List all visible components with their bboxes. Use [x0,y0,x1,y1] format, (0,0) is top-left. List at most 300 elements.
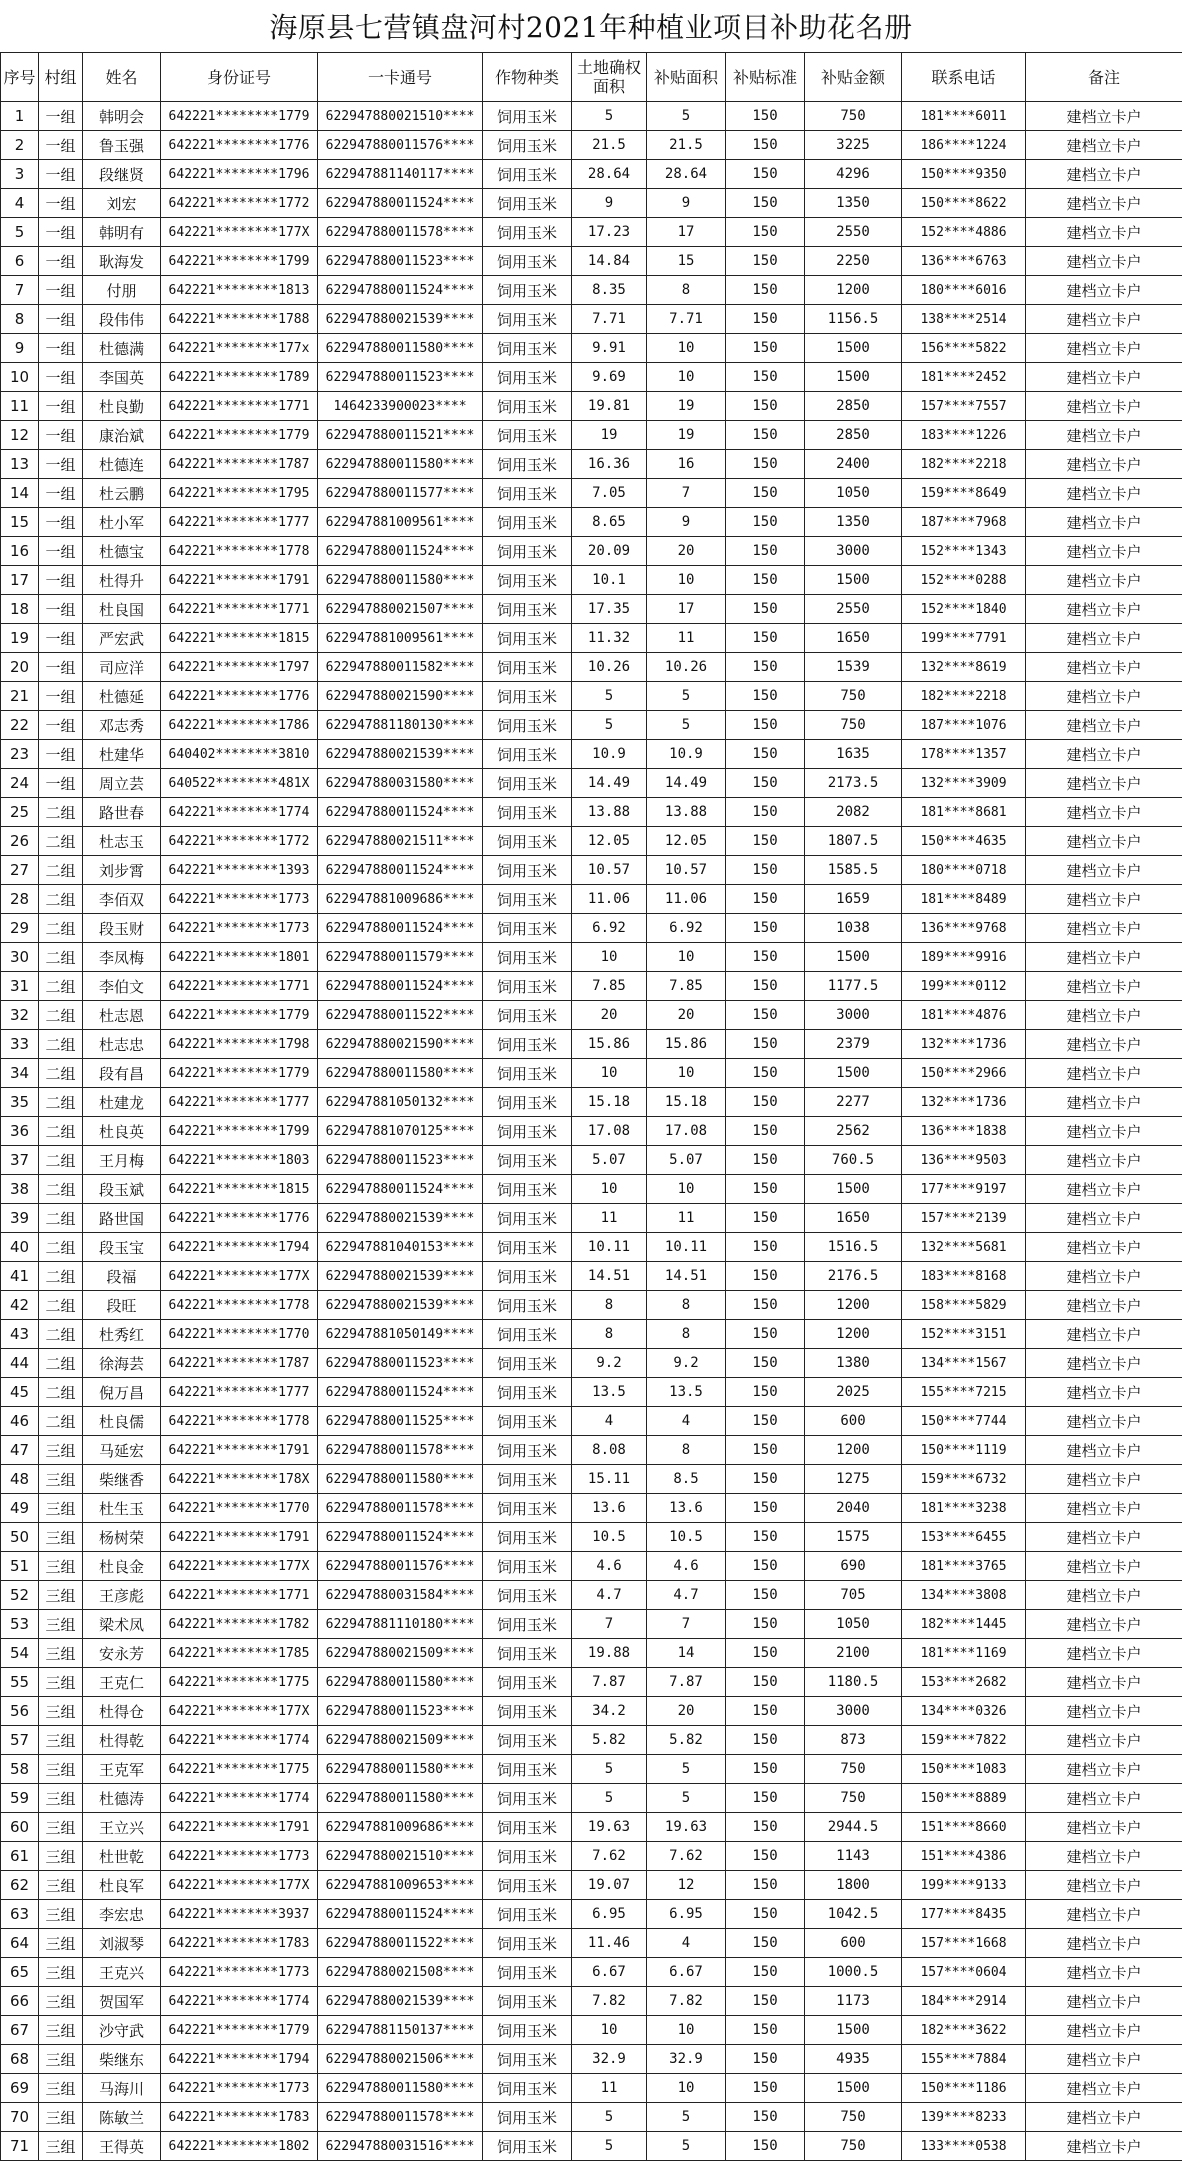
row-remark-cell: 建档立卡户 [1026,1291,1182,1320]
row-land-area-cell: 5.07 [572,1146,647,1175]
row-subsidy-amount-cell: 1575 [805,1523,902,1552]
row-remark-cell: 建档立卡户 [1026,1610,1182,1639]
row-card-number-cell: 622947881110180**** [318,1610,483,1639]
row-land-area-cell: 10.57 [572,856,647,885]
row-phone-cell: 157****0604 [902,1958,1026,1987]
row-index-cell: 31 [1,972,39,1001]
row-subsidy-area-cell: 11 [647,1204,726,1233]
row-name-cell: 徐海芸 [83,1349,161,1378]
row-subsidy-rate-cell: 150 [726,1088,805,1117]
row-remark-cell: 建档立卡户 [1026,1204,1182,1233]
row-name-cell: 安永芳 [83,1639,161,1668]
row-group-cell: 三组 [39,1900,83,1929]
table-row [1,827,1182,856]
row-card-number-cell: 1464233900023**** [318,392,483,421]
row-phone-cell: 181****6011 [902,102,1026,131]
row-subsidy-area-cell: 4.7 [647,1581,726,1610]
row-id-number-cell: 642221********1772 [161,189,318,218]
row-phone-cell: 132****8619 [902,653,1026,682]
row-card-number-cell: 622947880031584**** [318,1581,483,1610]
row-crop-type-cell: 饲用玉米 [483,1465,572,1494]
row-index-cell: 30 [1,943,39,972]
row-index-cell: 32 [1,1001,39,1030]
table-row [1,1175,1182,1204]
row-subsidy-rate-cell: 150 [726,1204,805,1233]
row-land-area-cell: 11.46 [572,1929,647,1958]
row-remark-cell: 建档立卡户 [1026,2103,1182,2132]
row-subsidy-rate-cell: 150 [726,595,805,624]
row-subsidy-area-cell: 20 [647,1697,726,1726]
row-subsidy-amount-cell: 2250 [805,247,902,276]
row-group-cell: 一组 [39,421,83,450]
row-phone-cell: 157****2139 [902,1204,1026,1233]
row-card-number-cell: 622947880031580**** [318,769,483,798]
row-crop-type-cell: 饲用玉米 [483,2045,572,2074]
row-id-number-cell: 642221********1775 [161,1668,318,1697]
row-subsidy-rate-cell: 150 [726,566,805,595]
row-remark-cell: 建档立卡户 [1026,1726,1182,1755]
row-group-cell: 一组 [39,363,83,392]
row-land-area-cell: 11 [572,2074,647,2103]
row-name-cell: 杜德满 [83,334,161,363]
row-name-cell: 刘宏 [83,189,161,218]
row-subsidy-area-cell: 6.95 [647,1900,726,1929]
row-land-area-cell: 11.06 [572,885,647,914]
row-subsidy-rate-cell: 150 [726,1494,805,1523]
row-subsidy-area-cell: 15 [647,247,726,276]
row-index-cell: 21 [1,682,39,711]
row-card-number-cell: 622947880011580**** [318,1059,483,1088]
row-name-cell: 路世春 [83,798,161,827]
table-row [1,566,1182,595]
row-subsidy-amount-cell: 1500 [805,943,902,972]
row-subsidy-amount-cell: 1500 [805,1175,902,1204]
row-id-number-cell: 642221********1796 [161,160,318,189]
row-name-cell: 柴继东 [83,2045,161,2074]
row-group-cell: 二组 [39,1407,83,1436]
row-name-cell: 段玉财 [83,914,161,943]
header-cell-remark: 备注 [1026,53,1182,102]
row-crop-type-cell: 饲用玉米 [483,2132,572,2161]
row-card-number-cell: 622947881009686**** [318,885,483,914]
row-remark-cell: 建档立卡户 [1026,1436,1182,1465]
row-name-cell: 刘步霄 [83,856,161,885]
row-phone-cell: 153****2682 [902,1668,1026,1697]
row-remark-cell: 建档立卡户 [1026,1581,1182,1610]
row-card-number-cell: 622947881070125**** [318,1117,483,1146]
row-phone-cell: 159****7822 [902,1726,1026,1755]
row-crop-type-cell: 饲用玉米 [483,247,572,276]
row-group-cell: 二组 [39,1320,83,1349]
row-phone-cell: 150****8889 [902,1784,1026,1813]
row-subsidy-amount-cell: 3000 [805,1001,902,1030]
row-subsidy-area-cell: 8.5 [647,1465,726,1494]
row-id-number-cell: 642221********1791 [161,1436,318,1465]
row-subsidy-amount-cell: 1650 [805,624,902,653]
row-phone-cell: 152****4886 [902,218,1026,247]
row-group-cell: 一组 [39,653,83,682]
row-crop-type-cell: 饲用玉米 [483,189,572,218]
row-group-cell: 三组 [39,1755,83,1784]
row-index-cell: 2 [1,131,39,160]
row-subsidy-area-cell: 17 [647,218,726,247]
row-subsidy-rate-cell: 150 [726,798,805,827]
row-group-cell: 三组 [39,1697,83,1726]
row-land-area-cell: 6.95 [572,1900,647,1929]
table-row [1,1523,1182,1552]
row-subsidy-area-cell: 10 [647,2016,726,2045]
row-subsidy-amount-cell: 760.5 [805,1146,902,1175]
row-crop-type-cell: 饲用玉米 [483,740,572,769]
row-index-cell: 46 [1,1407,39,1436]
row-index-cell: 40 [1,1233,39,1262]
row-remark-cell: 建档立卡户 [1026,1407,1182,1436]
row-group-cell: 二组 [39,1088,83,1117]
row-phone-cell: 132****1736 [902,1088,1026,1117]
row-land-area-cell: 9.69 [572,363,647,392]
row-index-cell: 22 [1,711,39,740]
row-subsidy-area-cell: 10.57 [647,856,726,885]
row-group-cell: 三组 [39,1639,83,1668]
table-row [1,1639,1182,1668]
row-subsidy-amount-cell: 2850 [805,421,902,450]
row-land-area-cell: 15.86 [572,1030,647,1059]
row-crop-type-cell: 饲用玉米 [483,1813,572,1842]
row-subsidy-rate-cell: 150 [726,1349,805,1378]
row-phone-cell: 189****9916 [902,943,1026,972]
row-card-number-cell: 622947880011524**** [318,798,483,827]
row-subsidy-area-cell: 8 [647,276,726,305]
table-row [1,885,1182,914]
row-id-number-cell: 642221********1773 [161,914,318,943]
row-phone-cell: 150****1119 [902,1436,1026,1465]
row-subsidy-amount-cell: 1650 [805,1204,902,1233]
row-id-number-cell: 642221********1799 [161,1117,318,1146]
row-land-area-cell: 10.5 [572,1523,647,1552]
row-remark-cell: 建档立卡户 [1026,1958,1182,1987]
row-card-number-cell: 622947880011523**** [318,1349,483,1378]
row-subsidy-amount-cell: 705 [805,1581,902,1610]
row-subsidy-area-cell: 10 [647,334,726,363]
row-crop-type-cell: 饲用玉米 [483,1146,572,1175]
row-crop-type-cell: 饲用玉米 [483,1552,572,1581]
row-subsidy-amount-cell: 1516.5 [805,1233,902,1262]
row-phone-cell: 139****8233 [902,2103,1026,2132]
table-row [1,2103,1182,2132]
row-subsidy-rate-cell: 150 [726,1929,805,1958]
row-subsidy-rate-cell: 150 [726,624,805,653]
row-subsidy-area-cell: 4.6 [647,1552,726,1581]
row-subsidy-rate-cell: 150 [726,1291,805,1320]
row-remark-cell: 建档立卡户 [1026,972,1182,1001]
row-subsidy-amount-cell: 873 [805,1726,902,1755]
row-remark-cell: 建档立卡户 [1026,1001,1182,1030]
row-subsidy-area-cell: 6.92 [647,914,726,943]
table-row [1,914,1182,943]
row-remark-cell: 建档立卡户 [1026,1030,1182,1059]
row-crop-type-cell: 饲用玉米 [483,1030,572,1059]
row-subsidy-amount-cell: 1050 [805,479,902,508]
row-subsidy-area-cell: 7.85 [647,972,726,1001]
row-id-number-cell: 642221********1788 [161,305,318,334]
row-remark-cell: 建档立卡户 [1026,1494,1182,1523]
row-phone-cell: 132****3909 [902,769,1026,798]
row-land-area-cell: 10 [572,1059,647,1088]
row-subsidy-area-cell: 5.82 [647,1726,726,1755]
row-name-cell: 杜德延 [83,682,161,711]
row-index-cell: 11 [1,392,39,421]
row-group-cell: 一组 [39,247,83,276]
row-phone-cell: 136****9503 [902,1146,1026,1175]
row-crop-type-cell: 饲用玉米 [483,508,572,537]
row-land-area-cell: 7.85 [572,972,647,1001]
row-card-number-cell: 622947880011521**** [318,421,483,450]
row-land-area-cell: 10 [572,2016,647,2045]
row-subsidy-area-cell: 10.5 [647,1523,726,1552]
table-row [1,798,1182,827]
row-remark-cell: 建档立卡户 [1026,305,1182,334]
row-phone-cell: 187****1076 [902,711,1026,740]
row-subsidy-area-cell: 5.07 [647,1146,726,1175]
row-land-area-cell: 19.81 [572,392,647,421]
row-crop-type-cell: 饲用玉米 [483,711,572,740]
row-index-cell: 25 [1,798,39,827]
row-remark-cell: 建档立卡户 [1026,1929,1182,1958]
table-row [1,1784,1182,1813]
row-phone-cell: 150****8622 [902,189,1026,218]
row-crop-type-cell: 饲用玉米 [483,1668,572,1697]
row-card-number-cell: 622947881180130**** [318,711,483,740]
row-subsidy-area-cell: 20 [647,1001,726,1030]
row-name-cell: 李佰双 [83,885,161,914]
row-group-cell: 二组 [39,856,83,885]
row-name-cell: 王克仁 [83,1668,161,1697]
row-crop-type-cell: 饲用玉米 [483,1407,572,1436]
row-subsidy-amount-cell: 2173.5 [805,769,902,798]
row-id-number-cell: 642221********1787 [161,1349,318,1378]
row-remark-cell: 建档立卡户 [1026,740,1182,769]
table-row [1,421,1182,450]
row-subsidy-area-cell: 19 [647,392,726,421]
row-crop-type-cell: 饲用玉米 [483,305,572,334]
row-phone-cell: 186****1224 [902,131,1026,160]
row-subsidy-rate-cell: 150 [726,1378,805,1407]
row-subsidy-area-cell: 7.87 [647,1668,726,1697]
row-crop-type-cell: 饲用玉米 [483,1349,572,1378]
row-index-cell: 55 [1,1668,39,1697]
row-subsidy-area-cell: 7.71 [647,305,726,334]
row-land-area-cell: 21.5 [572,131,647,160]
row-group-cell: 三组 [39,1436,83,1465]
row-id-number-cell: 642221********1787 [161,450,318,479]
row-id-number-cell: 642221********177X [161,1697,318,1726]
row-index-cell: 62 [1,1871,39,1900]
row-crop-type-cell: 饲用玉米 [483,1987,572,2016]
row-subsidy-area-cell: 8 [647,1291,726,1320]
row-card-number-cell: 622947880011524**** [318,914,483,943]
row-id-number-cell: 642221********1802 [161,2132,318,2161]
row-remark-cell: 建档立卡户 [1026,102,1182,131]
row-land-area-cell: 14.51 [572,1262,647,1291]
row-land-area-cell: 10.11 [572,1233,647,1262]
row-remark-cell: 建档立卡户 [1026,1378,1182,1407]
header-cell-group: 村组 [39,53,83,102]
row-subsidy-area-cell: 10.11 [647,1233,726,1262]
row-land-area-cell: 20.09 [572,537,647,566]
row-group-cell: 三组 [39,1813,83,1842]
table-row [1,160,1182,189]
row-group-cell: 二组 [39,798,83,827]
table-row [1,1697,1182,1726]
row-phone-cell: 150****9350 [902,160,1026,189]
row-phone-cell: 177****8435 [902,1900,1026,1929]
row-card-number-cell: 622947880011522**** [318,1001,483,1030]
row-name-cell: 付朋 [83,276,161,305]
row-subsidy-area-cell: 20 [647,537,726,566]
row-subsidy-area-cell: 5 [647,102,726,131]
row-remark-cell: 建档立卡户 [1026,247,1182,276]
row-id-number-cell: 642221********1803 [161,1146,318,1175]
row-subsidy-rate-cell: 150 [726,1813,805,1842]
row-card-number-cell: 622947881009561**** [318,624,483,653]
table-row [1,508,1182,537]
row-land-area-cell: 8.65 [572,508,647,537]
row-phone-cell: 153****6455 [902,1523,1026,1552]
table-row [1,1900,1182,1929]
row-subsidy-amount-cell: 750 [805,682,902,711]
row-subsidy-rate-cell: 150 [726,189,805,218]
row-remark-cell: 建档立卡户 [1026,1668,1182,1697]
row-phone-cell: 182****2218 [902,450,1026,479]
row-subsidy-area-cell: 10 [647,1059,726,1088]
row-index-cell: 57 [1,1726,39,1755]
row-remark-cell: 建档立卡户 [1026,1813,1182,1842]
row-card-number-cell: 622947881140117**** [318,160,483,189]
row-card-number-cell: 622947880011525**** [318,1407,483,1436]
row-crop-type-cell: 饲用玉米 [483,943,572,972]
row-subsidy-rate-cell: 150 [726,305,805,334]
row-name-cell: 刘淑琴 [83,1929,161,1958]
table-row [1,1465,1182,1494]
row-crop-type-cell: 饲用玉米 [483,1378,572,1407]
row-subsidy-rate-cell: 150 [726,1552,805,1581]
row-land-area-cell: 5.82 [572,1726,647,1755]
row-index-cell: 53 [1,1610,39,1639]
row-subsidy-area-cell: 14 [647,1639,726,1668]
row-crop-type-cell: 饲用玉米 [483,624,572,653]
row-card-number-cell: 622947881009561**** [318,508,483,537]
row-land-area-cell: 34.2 [572,1697,647,1726]
row-subsidy-amount-cell: 1585.5 [805,856,902,885]
row-name-cell: 杜志玉 [83,827,161,856]
header-cell-card-number: 一卡通号 [318,53,483,102]
row-index-cell: 3 [1,160,39,189]
row-index-cell: 17 [1,566,39,595]
row-name-cell: 杜云鹏 [83,479,161,508]
row-index-cell: 70 [1,2103,39,2132]
row-subsidy-area-cell: 10 [647,943,726,972]
row-index-cell: 43 [1,1320,39,1349]
row-name-cell: 李凤梅 [83,943,161,972]
row-land-area-cell: 7.05 [572,479,647,508]
row-id-number-cell: 642221********1771 [161,392,318,421]
row-card-number-cell: 622947881040153**** [318,1233,483,1262]
row-group-cell: 一组 [39,624,83,653]
row-subsidy-area-cell: 5 [647,1755,726,1784]
row-crop-type-cell: 饲用玉米 [483,1291,572,1320]
row-crop-type-cell: 饲用玉米 [483,1320,572,1349]
row-id-number-cell: 642221********1791 [161,1813,318,1842]
row-subsidy-amount-cell: 4935 [805,2045,902,2074]
row-land-area-cell: 28.64 [572,160,647,189]
row-subsidy-area-cell: 13.88 [647,798,726,827]
row-card-number-cell: 622947880011523**** [318,363,483,392]
row-subsidy-rate-cell: 150 [726,769,805,798]
table-row [1,1117,1182,1146]
row-remark-cell: 建档立卡户 [1026,1349,1182,1378]
header-cell-crop-type: 作物种类 [483,53,572,102]
row-group-cell: 二组 [39,1204,83,1233]
table-row [1,363,1182,392]
row-subsidy-area-cell: 15.86 [647,1030,726,1059]
row-land-area-cell: 16.36 [572,450,647,479]
row-index-cell: 47 [1,1436,39,1465]
row-id-number-cell: 642221********1773 [161,2074,318,2103]
row-subsidy-rate-cell: 150 [726,1436,805,1465]
row-card-number-cell: 622947880011582**** [318,653,483,682]
table-row [1,1842,1182,1871]
row-subsidy-area-cell: 7.62 [647,1842,726,1871]
row-crop-type-cell: 饲用玉米 [483,1755,572,1784]
table-row [1,392,1182,421]
row-subsidy-amount-cell: 2944.5 [805,1813,902,1842]
row-subsidy-area-cell: 5 [647,2103,726,2132]
row-phone-cell: 151****4386 [902,1842,1026,1871]
table-row [1,595,1182,624]
row-group-cell: 一组 [39,508,83,537]
table-row [1,1871,1182,1900]
row-group-cell: 二组 [39,1146,83,1175]
row-subsidy-rate-cell: 150 [726,914,805,943]
row-index-cell: 49 [1,1494,39,1523]
row-id-number-cell: 642221********177X [161,1262,318,1291]
row-phone-cell: 159****8649 [902,479,1026,508]
table-row [1,537,1182,566]
row-name-cell: 王月梅 [83,1146,161,1175]
row-card-number-cell: 622947880021507**** [318,595,483,624]
table-row [1,1610,1182,1639]
row-subsidy-rate-cell: 150 [726,2045,805,2074]
row-index-cell: 12 [1,421,39,450]
row-subsidy-rate-cell: 150 [726,885,805,914]
row-crop-type-cell: 饲用玉米 [483,421,572,450]
row-phone-cell: 180****0718 [902,856,1026,885]
row-subsidy-amount-cell: 600 [805,1929,902,1958]
row-group-cell: 一组 [39,479,83,508]
row-subsidy-amount-cell: 2550 [805,595,902,624]
row-phone-cell: 133****0538 [902,2132,1026,2161]
row-subsidy-area-cell: 11 [647,624,726,653]
table-row [1,1320,1182,1349]
row-group-cell: 三组 [39,2132,83,2161]
header-cell-land-area: 土地确权面积 [572,53,647,102]
table-row [1,189,1182,218]
row-remark-cell: 建档立卡户 [1026,798,1182,827]
row-remark-cell: 建档立卡户 [1026,1639,1182,1668]
row-card-number-cell: 622947880011523**** [318,247,483,276]
row-index-cell: 9 [1,334,39,363]
table-row [1,624,1182,653]
